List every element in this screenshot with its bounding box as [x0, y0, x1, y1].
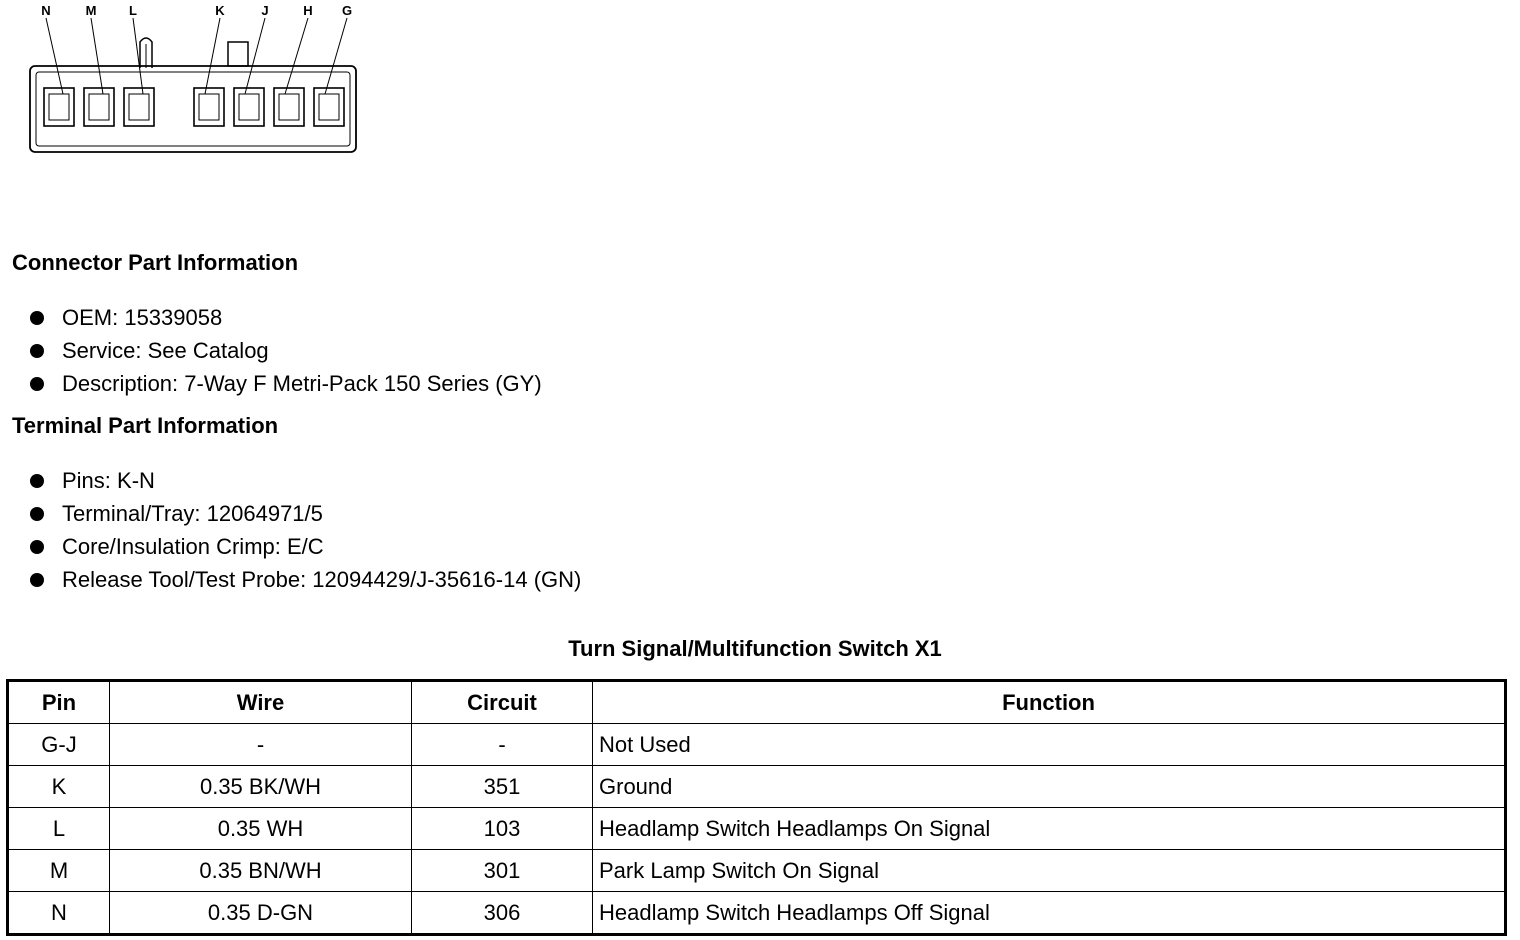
list-item-text: OEM: 15339058 — [62, 305, 223, 330]
pin-label-n: N — [41, 3, 51, 18]
pin-leader-line-k — [205, 18, 220, 94]
cell-function: Not Used — [593, 724, 1506, 766]
list-item-text: Core/Insulation Crimp: E/C — [62, 534, 324, 559]
cell-pin: L — [8, 808, 110, 850]
bullet-icon — [30, 311, 44, 325]
list-item-text: Release Tool/Test Probe: 12094429/J-35616-14 (GN) — [62, 567, 582, 592]
bullet-icon — [30, 573, 44, 587]
pin-terminal-j — [239, 94, 259, 120]
list-item — [28, 369, 542, 402]
pin-terminal-h — [279, 94, 299, 120]
bullet-icon — [30, 344, 44, 358]
connector-info-heading: Connector Part Information — [12, 250, 299, 275]
list-item — [28, 466, 581, 499]
header-function: Function — [593, 681, 1506, 724]
connector-key — [228, 42, 248, 66]
cell-function: Ground — [593, 766, 1506, 808]
terminal-info-list — [28, 466, 581, 598]
pin-terminal-l — [129, 94, 149, 120]
table-row — [8, 766, 1506, 808]
cell-circuit: - — [412, 724, 593, 766]
cell-wire: - — [110, 724, 412, 766]
cell-function: Park Lamp Switch On Signal — [593, 850, 1506, 892]
pin-leader-line-l — [133, 18, 143, 94]
bullet-icon — [30, 474, 44, 488]
table-title: Turn Signal/Multifunction Switch X1 — [568, 636, 942, 661]
pin-label-h: H — [303, 3, 313, 18]
cell-circuit: 351 — [412, 766, 593, 808]
pin-label-g: G — [341, 3, 353, 18]
pin-label-l: L — [129, 3, 137, 18]
cell-function: Headlamp Switch Headlamps On Signal — [593, 808, 1506, 850]
list-item-text: Pins: K-N — [62, 468, 155, 493]
list-item — [28, 303, 542, 336]
terminal-info-heading: Terminal Part Information — [12, 413, 279, 438]
header-pin: Pin — [8, 681, 110, 724]
pin-terminal-m — [89, 94, 109, 120]
pin-leader-line-h — [285, 18, 308, 94]
pin-leader-line-g — [325, 18, 347, 94]
list-item — [28, 532, 581, 565]
cell-circuit: 301 — [412, 850, 593, 892]
cell-wire: 0.35 BK/WH — [110, 766, 412, 808]
cell-pin: M — [8, 850, 110, 892]
cell-wire: 0.35 D-GN — [110, 892, 412, 935]
pin-terminal-n — [49, 94, 69, 120]
table-header-row — [8, 681, 1506, 724]
pin-leader-line-m — [91, 18, 103, 94]
list-item-text: Service: See Catalog — [62, 338, 269, 363]
table-row — [8, 724, 1506, 766]
table-row — [8, 850, 1506, 892]
connector-info-list — [28, 303, 542, 402]
list-item — [28, 336, 542, 369]
cell-wire: 0.35 BN/WH — [110, 850, 412, 892]
cell-circuit: 103 — [412, 808, 593, 850]
pin-terminal-g — [319, 94, 339, 120]
list-item — [28, 565, 581, 598]
header-circuit: Circuit — [412, 681, 593, 724]
header-wire: Wire — [110, 681, 412, 724]
pin-label-k: K — [215, 3, 225, 18]
pin-label-m: M — [85, 3, 97, 18]
table-row — [8, 892, 1506, 935]
cell-pin: K — [8, 766, 110, 808]
cell-circuit: 306 — [412, 892, 593, 935]
list-item — [28, 499, 581, 532]
pin-terminal-k — [199, 94, 219, 120]
bullet-icon — [30, 377, 44, 391]
pin-leader-line-n — [46, 18, 63, 94]
list-item-text: Description: 7-Way F Metri-Pack 150 Series (GY) — [62, 371, 542, 396]
pin-label-j: J — [261, 3, 269, 18]
connector-housing-inner — [36, 72, 350, 146]
connector-diagram — [20, 0, 365, 160]
cell-function: Headlamp Switch Headlamps Off Signal — [593, 892, 1506, 935]
cell-wire: 0.35 WH — [110, 808, 412, 850]
pinout-table — [6, 679, 1507, 936]
cell-pin: N — [8, 892, 110, 935]
bullet-icon — [30, 507, 44, 521]
bullet-icon — [30, 540, 44, 554]
table-row — [8, 808, 1506, 850]
list-item-text: Terminal/Tray: 12064971/5 — [62, 501, 323, 526]
connector-housing — [30, 66, 356, 152]
cell-pin: G-J — [8, 724, 110, 766]
